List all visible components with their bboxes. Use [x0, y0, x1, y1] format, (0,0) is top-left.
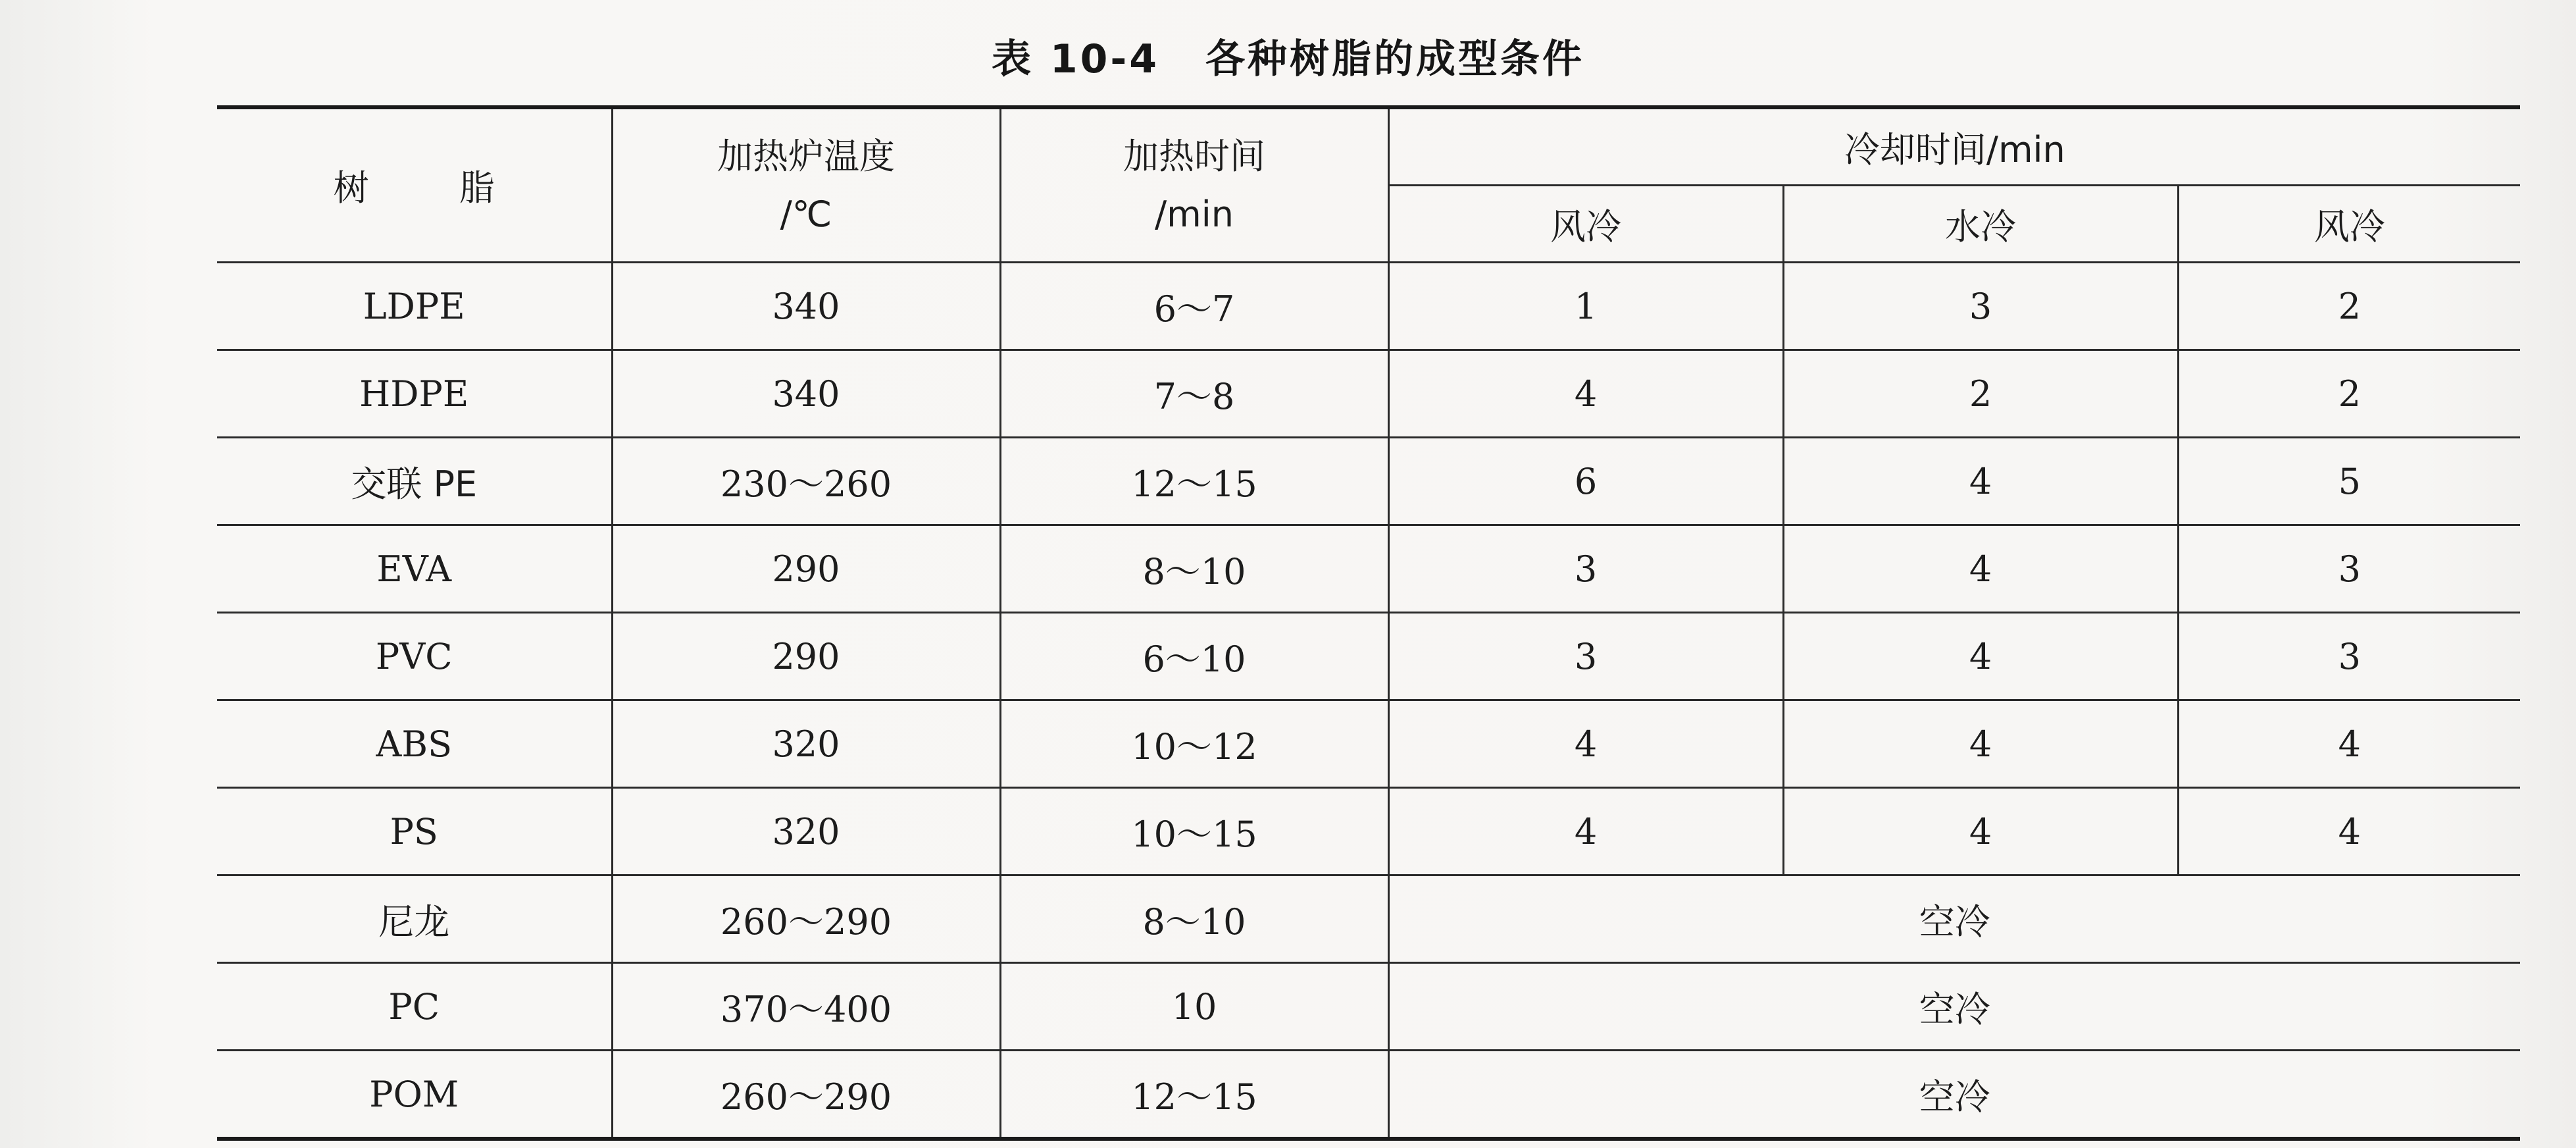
cell-time: 8～10: [1000, 875, 1388, 963]
table-number: 表 10-4: [991, 36, 1160, 82]
cell-cool-air-1: 4: [1388, 350, 1783, 438]
table-row: [217, 700, 2520, 788]
cell-resin: LDPE: [217, 263, 612, 350]
cell-time: 6～10: [1000, 613, 1388, 700]
cell-time: 8～10: [1000, 525, 1388, 613]
table-row: [217, 613, 2520, 700]
cell-cool-air-1: 6: [1388, 438, 1783, 525]
cell-temp: 230～260: [612, 438, 1000, 525]
cell-resin: EVA: [217, 525, 612, 613]
table-title: 各种树脂的成型条件: [1205, 36, 1585, 82]
cell-temp: 260～290: [612, 875, 1000, 963]
cell-temp: 320: [612, 788, 1000, 875]
cell-cool-water: 4: [1783, 438, 2178, 525]
cell-resin: PC: [217, 963, 612, 1051]
header-heating-time: 加热时间 /min: [1000, 107, 1388, 263]
cell-cool-air-1: 1: [1388, 263, 1783, 350]
header-temperature: 加热炉温度 /℃: [612, 107, 1000, 263]
cell-temp: 340: [612, 350, 1000, 438]
header-cooling-time: 冷却时间/min: [1388, 107, 2520, 186]
resin-molding-table: [217, 105, 2520, 1141]
cell-cool-air-2: 2: [2178, 263, 2520, 350]
cell-temp: 260～290: [612, 1051, 1000, 1139]
table-row: [217, 875, 2520, 963]
cell-cool-water: 2: [1783, 350, 2178, 438]
cell-cool-water: 3: [1783, 263, 2178, 350]
cell-cool-water: 4: [1783, 700, 2178, 788]
cell-temp: 340: [612, 263, 1000, 350]
table-row: [217, 963, 2520, 1051]
header-cooling-air-2: 风冷: [2178, 186, 2520, 263]
table-caption: [0, 28, 2576, 84]
cell-cool-air-2: 3: [2178, 525, 2520, 613]
header-cooling-air-1: 风冷: [1388, 186, 1783, 263]
cell-cool-air-1: 4: [1388, 788, 1783, 875]
cell-cool-water: 4: [1783, 788, 2178, 875]
cell-cool-air-2: 4: [2178, 700, 2520, 788]
cell-temp: 320: [612, 700, 1000, 788]
cell-cool-merged: 空冷: [1388, 963, 2520, 1051]
cell-resin: 交联 PE: [217, 438, 612, 525]
cell-resin: POM: [217, 1051, 612, 1139]
cell-time: 7～8: [1000, 350, 1388, 438]
cell-time: 12～15: [1000, 438, 1388, 525]
cell-resin: ABS: [217, 700, 612, 788]
cell-time: 6～7: [1000, 263, 1388, 350]
cell-temp: 370～400: [612, 963, 1000, 1051]
cell-resin: 尼龙: [217, 875, 612, 963]
cell-cool-air-1: 3: [1388, 613, 1783, 700]
table-row: [217, 525, 2520, 613]
header-resin: 树 脂: [217, 107, 612, 263]
cell-resin: PS: [217, 788, 612, 875]
cell-resin: PVC: [217, 613, 612, 700]
cell-cool-air-1: 3: [1388, 525, 1783, 613]
cell-cool-air-1: 4: [1388, 700, 1783, 788]
cell-cool-merged: 空冷: [1388, 875, 2520, 963]
table-row: [217, 788, 2520, 875]
cell-time: 10～12: [1000, 700, 1388, 788]
cell-time: 12～15: [1000, 1051, 1388, 1139]
cell-cool-water: 4: [1783, 525, 2178, 613]
cell-resin: HDPE: [217, 350, 612, 438]
table-row: [217, 1051, 2520, 1139]
cell-cool-air-2: 3: [2178, 613, 2520, 700]
table-row: [217, 263, 2520, 350]
cell-cool-water: 4: [1783, 613, 2178, 700]
cell-temp: 290: [612, 525, 1000, 613]
header-cooling-water: 水冷: [1783, 186, 2178, 263]
table-row: [217, 350, 2520, 438]
cell-cool-air-2: 5: [2178, 438, 2520, 525]
cell-cool-air-2: 2: [2178, 350, 2520, 438]
cell-time: 10: [1000, 963, 1388, 1051]
header-row-1: [217, 107, 2520, 186]
cell-temp: 290: [612, 613, 1000, 700]
cell-cool-merged: 空冷: [1388, 1051, 2520, 1139]
table-row: [217, 438, 2520, 525]
cell-time: 10～15: [1000, 788, 1388, 875]
cell-cool-air-2: 4: [2178, 788, 2520, 875]
